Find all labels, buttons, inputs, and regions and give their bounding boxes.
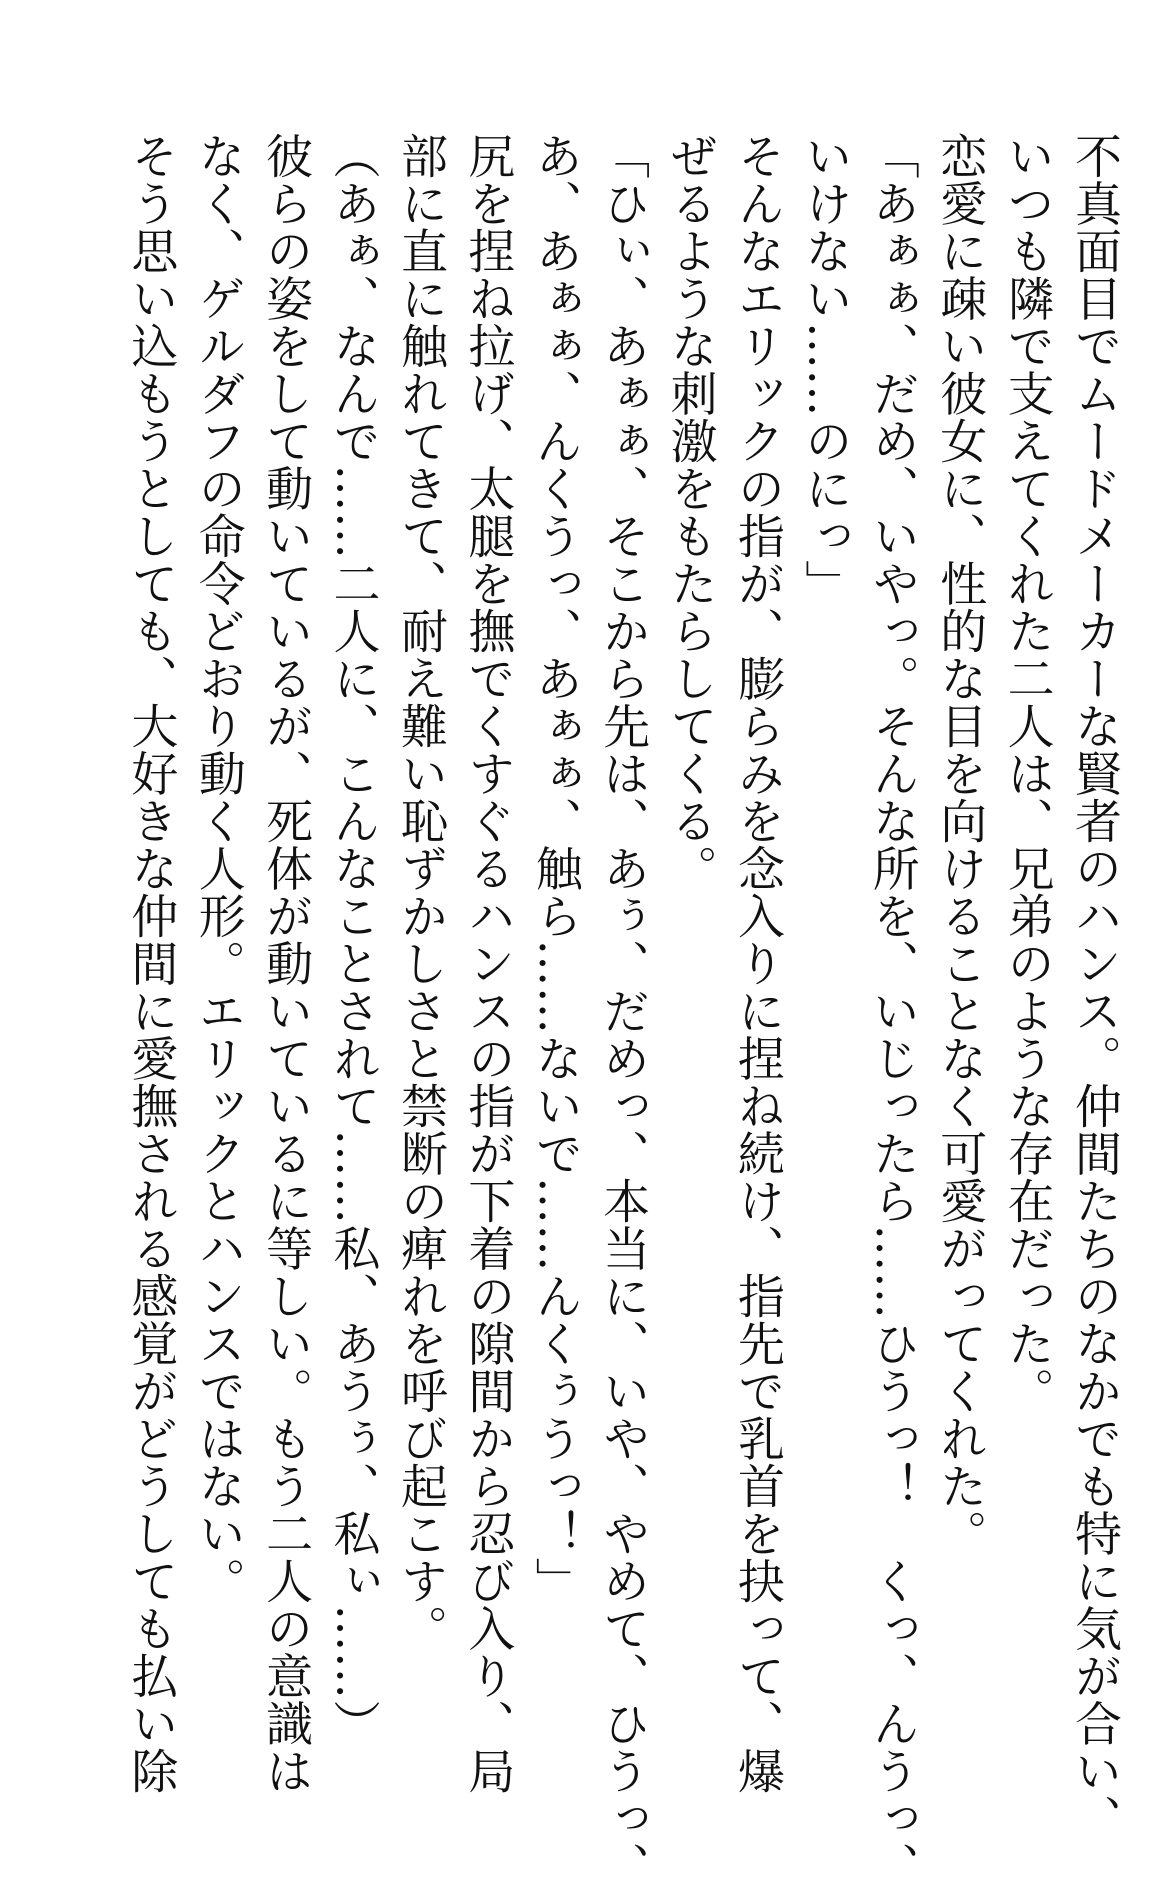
text-line-12: （あぁ、なんで……二人に、こんなことされて……私、あうぅ、私ぃ……）: [325, 132, 381, 1747]
vertical-text-body: [117, 132, 1128, 1890]
text-line-14: なく、ゲルダフの命令どおり動く人形。エリックとハンスではない。: [190, 132, 246, 1605]
text-line-6: そんなエリックの指が、膨らみを念入りに捏ね続け、指先で乳首を抉って、爆: [729, 132, 785, 1795]
text-line-15: そう思い込もうとしても、大好きな仲間に愛撫される感覚がどうしても払い除: [123, 132, 179, 1795]
text-line-9: あ、あぁぁ、んくうっ、あぁぁ、触ら……ないで……んくぅうっ！」: [527, 132, 583, 1605]
text-line-3: 恋愛に疎い彼女に、性的な目を向けることなく可愛がってくれた。: [932, 132, 988, 1557]
text-line-4: 「あぁぁ、だめ、いやっ。そんな所を、いじったら……ひうっ！ くっ、んうっ、: [864, 132, 920, 1890]
text-line-11: 部に直に触れてきて、耐え難い恥ずかしさと禁断の痺れを呼び起こす。: [392, 132, 448, 1652]
text-line-1: 不真面目でムードメーカーな賢者のハンス。仲間たちのなかでも特に気が合い、: [1067, 132, 1122, 1842]
text-line-13: 彼らの姿をして動いているが、死体が動いているに等しい。もう二人の意識は: [258, 132, 314, 1795]
text-line-7: ぜるような刺激をもたらしてくる。: [662, 132, 718, 892]
text-line-2: いつも隣で支えてくれた二人は、兄弟のような存在だった。: [999, 132, 1055, 1415]
text-line-5: いけない……のにっ」: [797, 132, 853, 607]
text-line-10: 尻を捏ね拉げ、太腿を撫でくすぐるハンスの指が下着の隙間から忍び入り、局: [460, 132, 516, 1795]
text-line-8: 「ひぃ、あぁぁ、そこから先は、あぅ、だめっ、本当に、いや、やめて、ひうっ、: [595, 132, 651, 1890]
